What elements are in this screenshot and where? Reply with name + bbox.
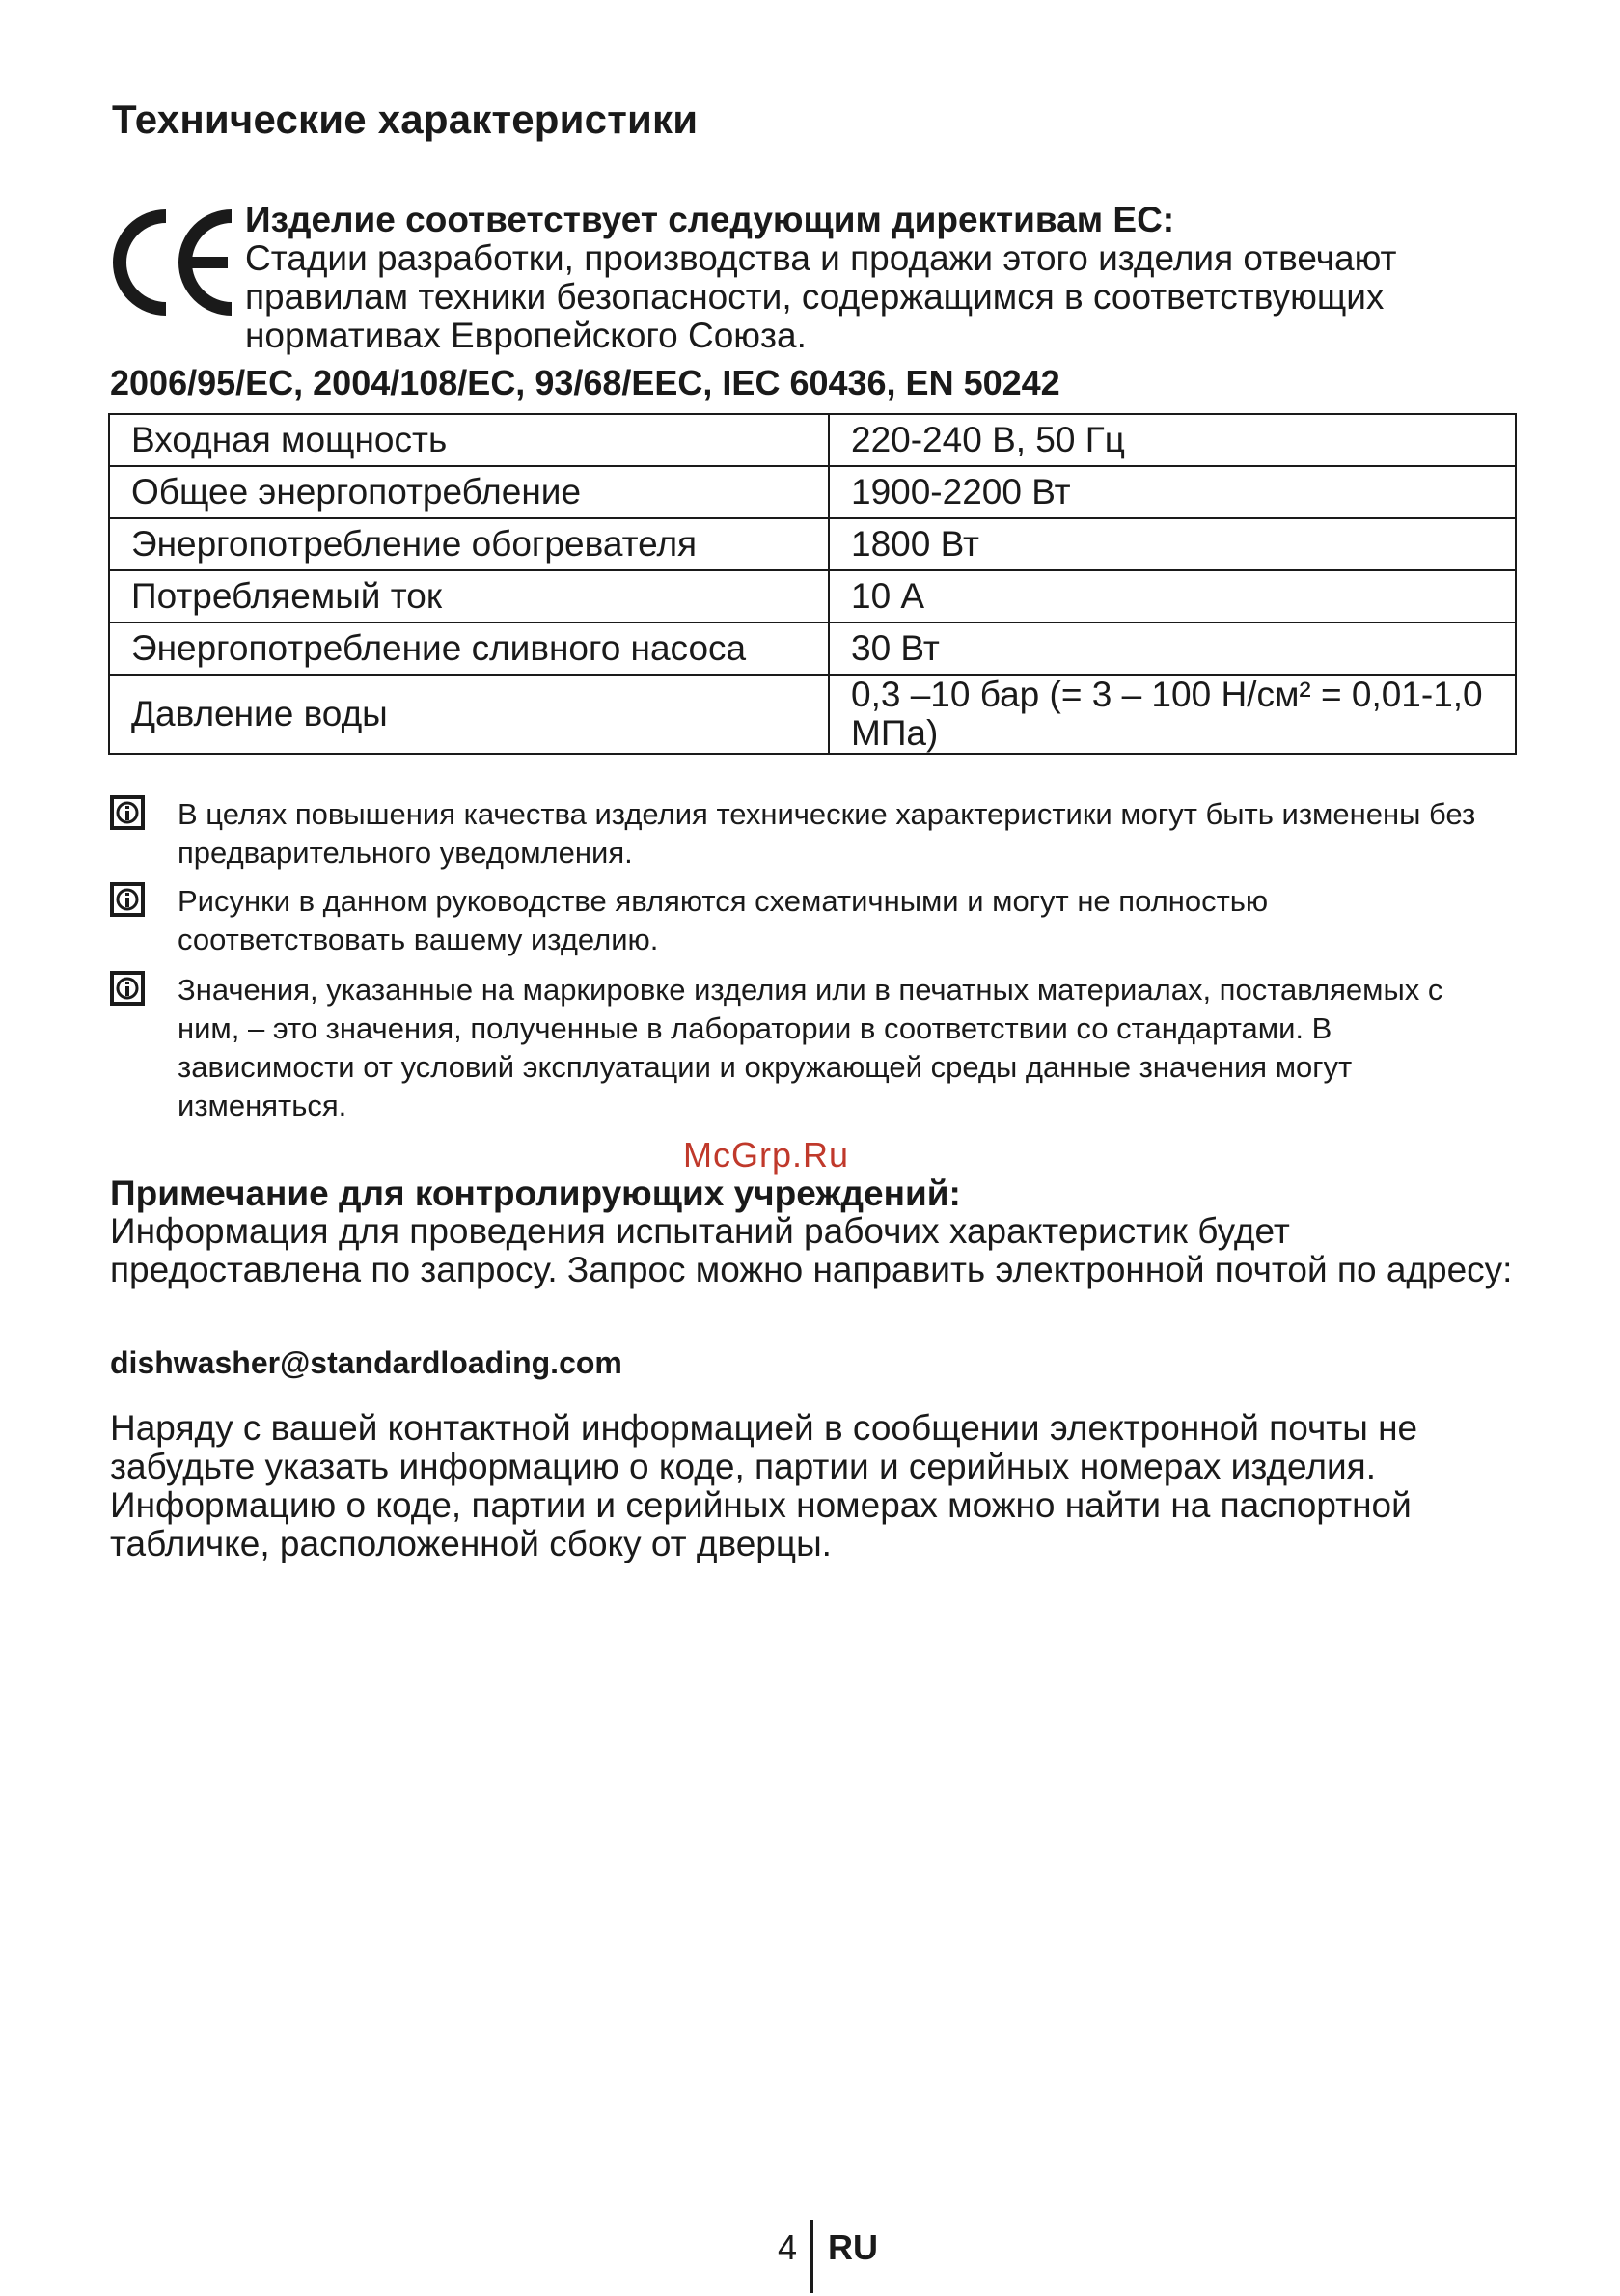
table-row [109,518,1516,570]
authority-body: Информация для проведения испытаний рабочих характеристик будет предоставлена по запросу. Запрос можно направить электронной почтой по адресу: [110,1211,1513,1289]
authority-heading: Примечание для контролирующих учреждений: [110,1174,961,1213]
spec-value: 10 А [829,570,1516,622]
page-language: RU [828,2227,878,2267]
table-row [109,466,1516,518]
table-row [109,414,1516,466]
spec-label: Потребляемый ток [109,570,829,622]
spec-label: Входная мощность [109,414,829,466]
table-row [109,675,1516,754]
contact-note: Наряду с вашей контактной информацией в сообщении электронной почты не забудьте указать информацию о коде, партии и серийных номерах изделия. Информацию о коде, партии и серийных номерах можно найти на паспортной табличке, расположенной сбоку от дверцы. [110,1408,1418,1563]
watermark: McGrp.Ru [683,1135,850,1175]
spec-label: Общее энергопотребление [109,466,829,518]
info-note-text: Рисунки в данном руководстве являются схематичными и могут не полностью соответствовать вашему изделию. [178,884,1269,956]
spec-label: Энергопотребление обогревателя [109,518,829,570]
ce-notice-heading: Изделие соответствует следующим директивам ЕС: [245,200,1175,239]
info-note [110,882,1499,959]
spec-value: 30 Вт [829,622,1516,675]
spec-label: Давление воды [109,675,829,754]
info-icon [110,882,145,917]
info-note [110,795,1499,872]
info-note-text: Значения, указанные на маркировке изделия или в печатных материалах, поставляемых с ним, – это значения, полученные в лаборатории в соответствии со стандартами. В зависимости от условий эксплуатации и окружающей среды данные значения могут изменяться. [178,973,1443,1122]
specs-table [108,413,1517,755]
spec-value: 0,3 –10 бар (= 3 – 100 Н/см² = 0,01-1,0 МПа) [829,675,1516,754]
table-row [109,570,1516,622]
ce-mark-logo [108,201,239,324]
page-title: Технические характеристики [112,97,699,142]
ce-notice-body: Стадии разработки, производства и продажи этого изделия отвечают правилам техники безопасности, содержащимся в соответствующих нормативах Европейского Союза. [245,238,1397,355]
page-separator [810,2220,813,2293]
spec-label: Энергопотребление сливного насоса [109,622,829,675]
info-icon [110,971,145,1006]
spec-value: 220-240 В, 50 Гц [829,414,1516,466]
spec-value: 1900-2200 Вт [829,466,1516,518]
contact-email[interactable]: dishwasher@standardloading.com [110,1345,622,1380]
info-note [110,971,1499,1125]
ce-notice [245,201,1538,355]
table-row [109,622,1516,675]
info-icon [110,795,145,830]
spec-value: 1800 Вт [829,518,1516,570]
info-note-text: В целях повышения качества изделия технические характеристики могут быть изменены без предварительного уведомления. [178,797,1476,870]
directives-list: 2006/95/EC, 2004/108/EC, 93/68/EEC, IEC 60436, EN 50242 [110,363,1060,402]
page-number: 4 [778,2227,798,2267]
